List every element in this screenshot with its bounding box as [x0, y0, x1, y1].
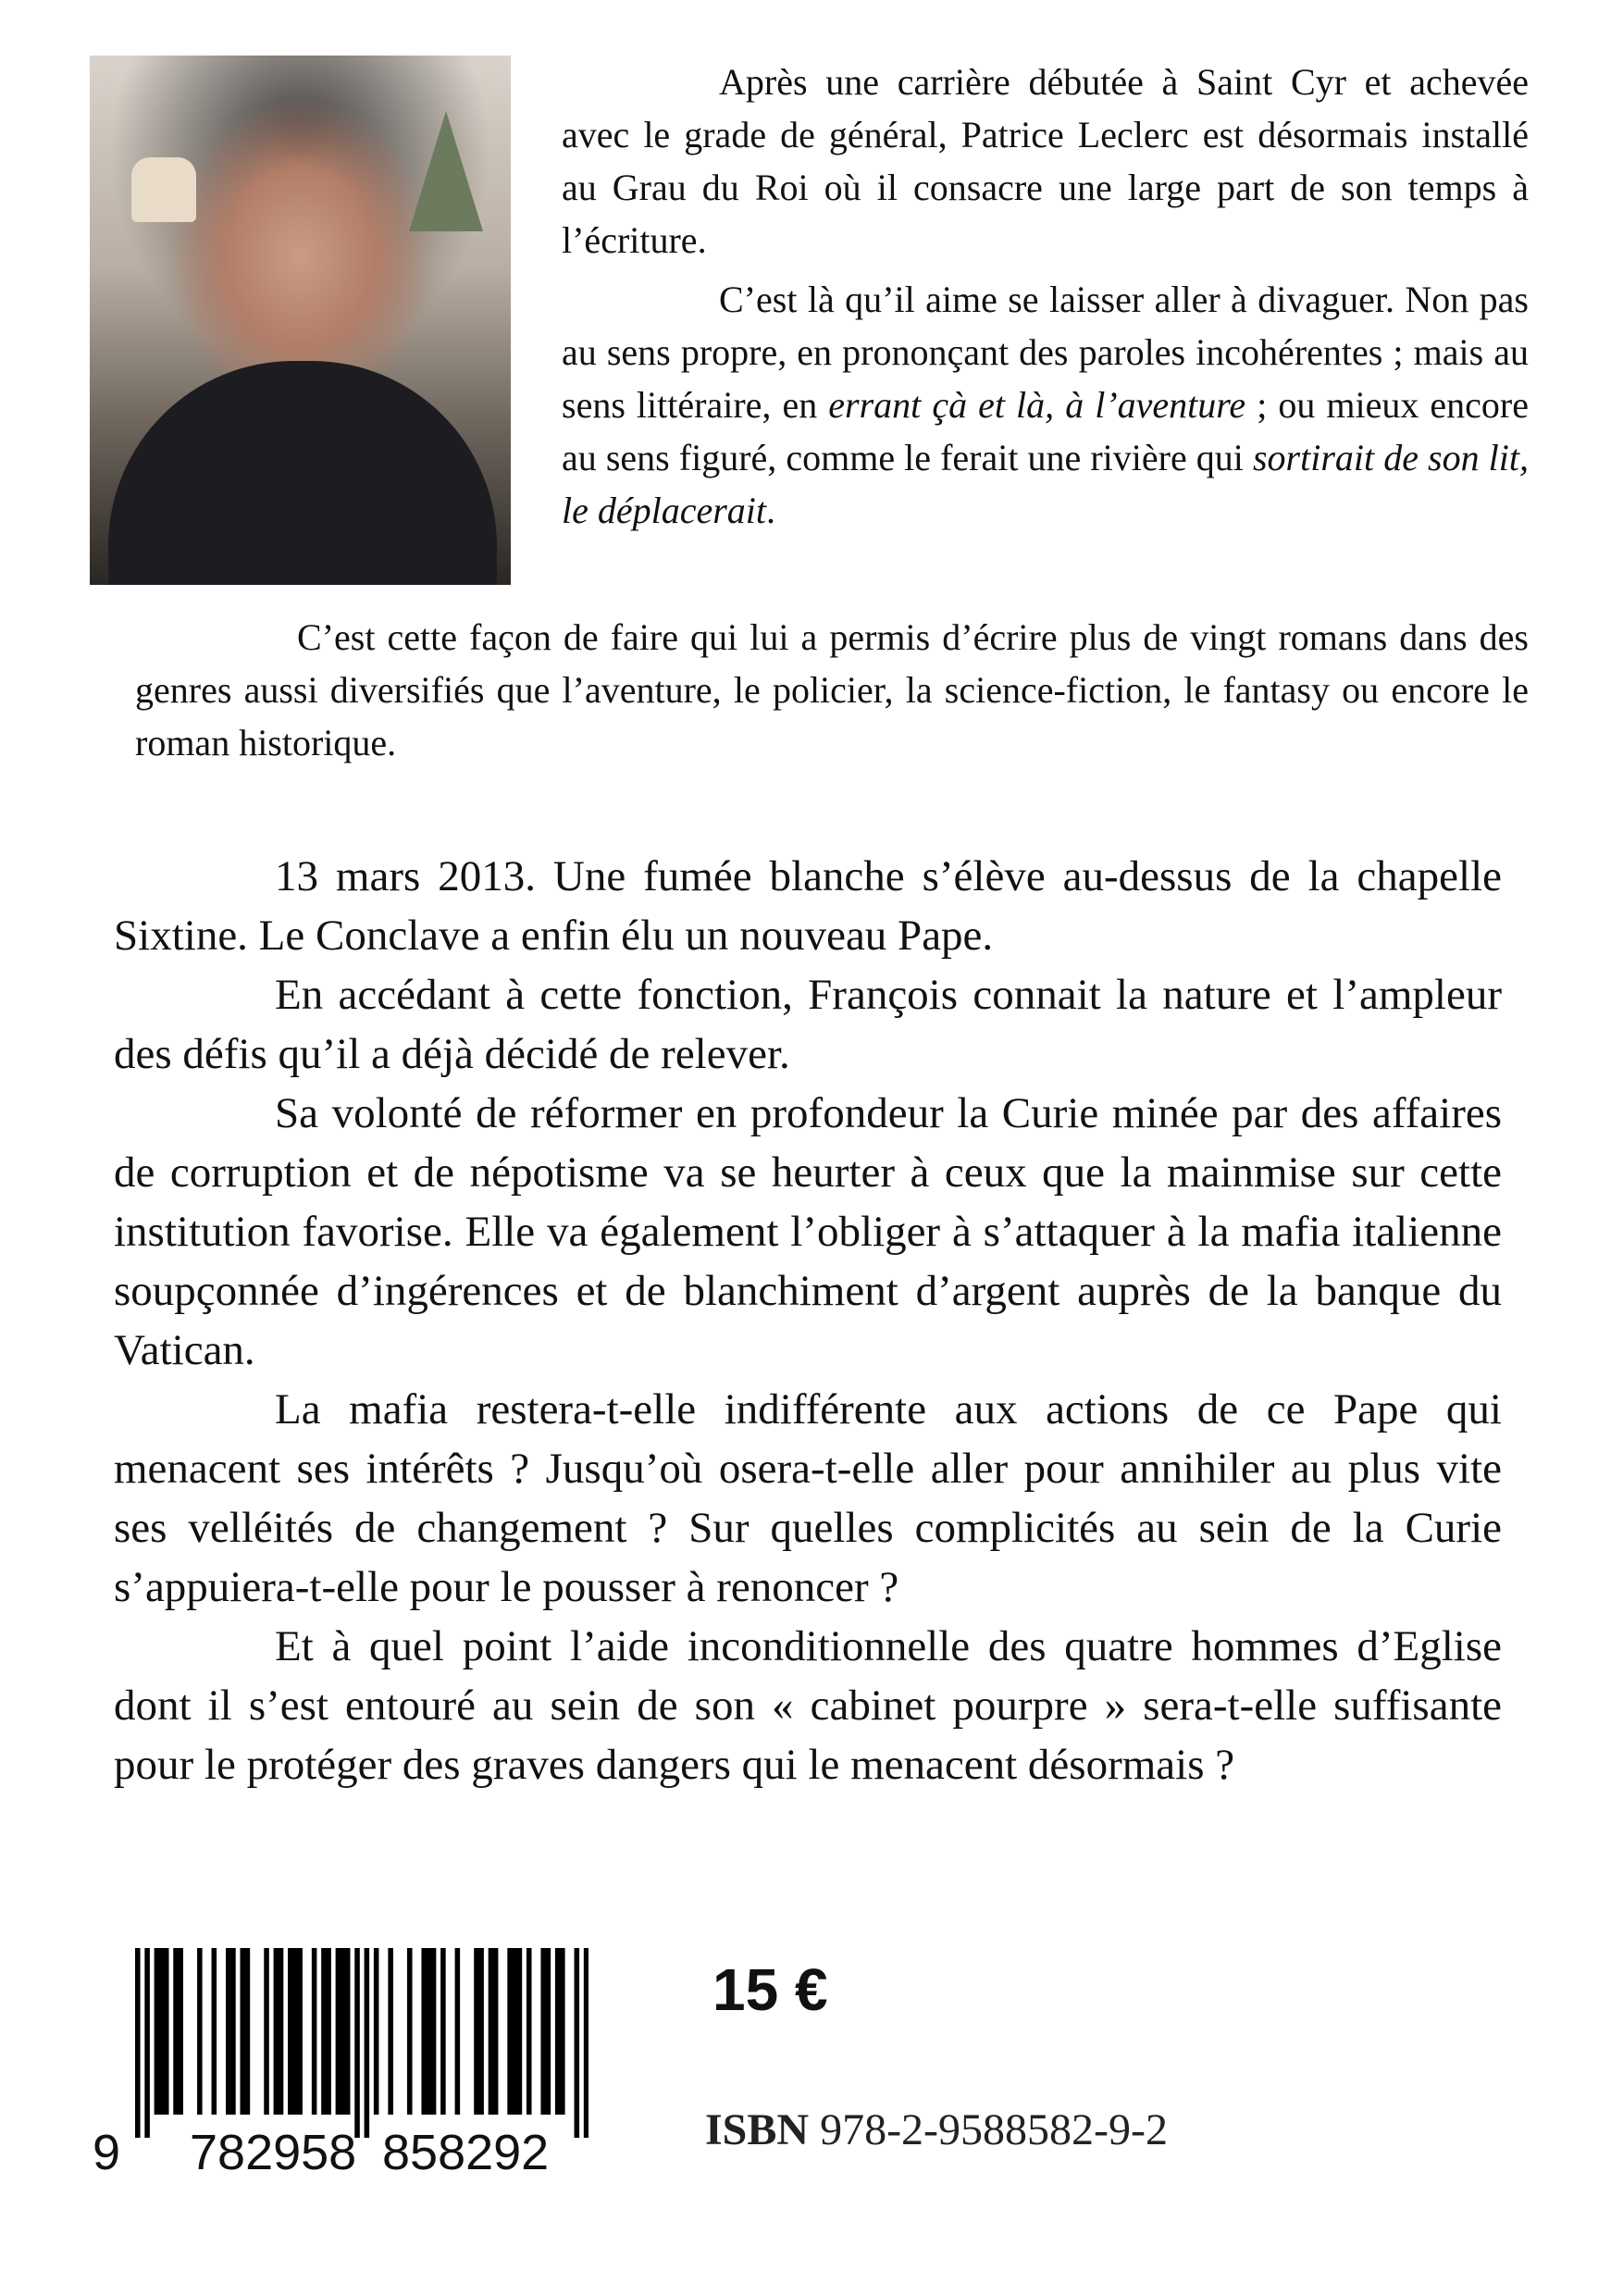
barcode-bar — [292, 1948, 298, 2115]
barcode-bar — [512, 1948, 517, 2115]
barcode-bar — [478, 1948, 484, 2115]
barcode-bar — [264, 1948, 269, 2115]
barcode-guard-bar — [135, 1948, 141, 2138]
barcode-bar — [274, 1948, 279, 2115]
barcode-right-digits: 858292 — [382, 2125, 550, 2180]
bio-italic-1: errant çà et là, à l’aventure — [828, 384, 1246, 426]
barcode-bar — [540, 1948, 546, 2115]
price: 15 € — [712, 1956, 828, 2023]
barcode-bar — [326, 1948, 331, 2115]
barcode-bar — [388, 1948, 393, 2115]
barcode-bar — [245, 1948, 251, 2115]
barcode-bar — [374, 1948, 379, 2115]
barcode-bar — [407, 1948, 413, 2115]
isbn-number: 978-2-9588582-9-2 — [820, 2105, 1168, 2154]
barcode-bar — [178, 1948, 183, 2115]
barcode-guard-bar — [354, 1948, 360, 2138]
barcode-bar — [155, 1948, 160, 2115]
barcode-guard-bar — [575, 1948, 580, 2138]
synopsis-paragraph-5: Et à quel point l’aide inconditionnelle des quatre hommes d’Eglise dont il s’est entouré au sein de son « cabinet pourpre » sera-t-elle suffisante pour le protéger des graves dangers qui le menacent désormais ? — [114, 1622, 1502, 1789]
barcode-bar — [474, 1948, 479, 2115]
barcode — [135, 1948, 588, 2138]
bio-paragraph-2: C’est là qu’il aime se laisser aller à divaguer. Non pas au sens propre, en prononçant des paroles incohérentes ; mais au sens littéraire, en errant çà et là, à l’aventure ; ou mieux encore au sens figuré, comme le ferait une rivière qui sortirait de son lit, le déplacerait. — [562, 279, 1530, 531]
barcode-bar — [288, 1948, 293, 2115]
barcode-guard-bar — [584, 1948, 588, 2138]
bio-italic-2: sortirait de son lit, le déplacerait — [562, 437, 1530, 531]
barcode-bar — [341, 1948, 346, 2115]
barcode-bar — [336, 1948, 341, 2115]
barcode-left-digits: 782958 — [190, 2125, 357, 2180]
barcode-bar — [297, 1948, 303, 2115]
barcode-bar — [279, 1948, 284, 2115]
barcode-bar — [546, 1948, 551, 2115]
barcode-bar — [527, 1948, 532, 2115]
barcode-guard-bar — [365, 1948, 370, 2138]
barcode-bar — [321, 1948, 327, 2115]
barcode-bar — [197, 1948, 203, 2115]
synopsis-paragraph-1: 13 mars 2013. Une fumée blanche s’élève au-dessus de la chapelle Sixtine. Le Conclave a enfin élu un nouveau Pape. — [114, 852, 1502, 960]
barcode-first-digit: 9 — [93, 2125, 121, 2180]
barcode-bar — [507, 1948, 513, 2115]
barcode-guard-bar — [144, 1948, 150, 2138]
barcode-bar — [440, 1948, 446, 2115]
author-photo — [90, 56, 511, 585]
barcode-bar — [455, 1948, 461, 2115]
lamp-shape — [131, 157, 196, 222]
barcode-bar — [345, 1948, 351, 2115]
barcode-bar — [159, 1948, 165, 2115]
shirt-shape — [108, 361, 497, 585]
barcode-bar — [212, 1948, 217, 2115]
barcode-bar — [493, 1948, 499, 2115]
barcode-bar — [555, 1948, 561, 2115]
barcode-bar — [427, 1948, 432, 2115]
barcode-bar — [517, 1948, 523, 2115]
barcode-bar — [489, 1948, 494, 2115]
bio-paragraph-1: Après une carrière débutée à Saint Cyr et achevée avec le grade de général, Patrice Leclerc est désormais installé au Grau du Roi où il consacre une large part de son temps à l’écriture. — [562, 61, 1529, 261]
barcode-bar — [164, 1948, 169, 2115]
tree-shape — [409, 111, 483, 231]
barcode-bar — [421, 1948, 427, 2115]
isbn — [705, 2103, 1168, 2158]
barcode-bar — [560, 1948, 565, 2115]
isbn-label: ISBN — [705, 2105, 810, 2154]
barcode-bar — [431, 1948, 437, 2115]
barcode-bar — [226, 1948, 231, 2115]
barcode-bar — [173, 1948, 179, 2115]
barcode-bar — [312, 1948, 317, 2115]
barcode-bar — [240, 1948, 245, 2115]
barcode-bar — [230, 1948, 236, 2115]
synopsis-paragraph-4: La mafia restera-t-elle indifférente aux actions de ce Pape qui menacent ses intérêts ? Jusqu’où osera-t-elle aller pour annihiler au plus vite ses velléités de changement ? Sur quelles complicités au sein de la Curie s’appuiera-t-elle pour le pousser à renoncer ? — [114, 1385, 1502, 1611]
bio-paragraph-3: C’est cette façon de faire qui lui a permis d’écrire plus de vingt romans dans des genres aussi diversifiés que l’aventure, le policier, la science-fiction, le fantasy ou encore le roman historique. — [135, 616, 1529, 763]
synopsis-paragraph-3: Sa volonté de réformer en profondeur la Curie minée par des affaires de corruption et de népotisme va se heurter à ceux que la mainmise sur cette institution favorise. Elle va également l’obliger à s’attaquer à la mafia italienne soupçonnée d’ingérences et de blanchiment d’argent auprès de la banque du Vatican. — [114, 1089, 1502, 1374]
synopsis-paragraph-2: En accédant à cette fonction, François connait la nature et l’ampleur des défis qu’il a déjà décidé de relever. — [114, 971, 1502, 1078]
